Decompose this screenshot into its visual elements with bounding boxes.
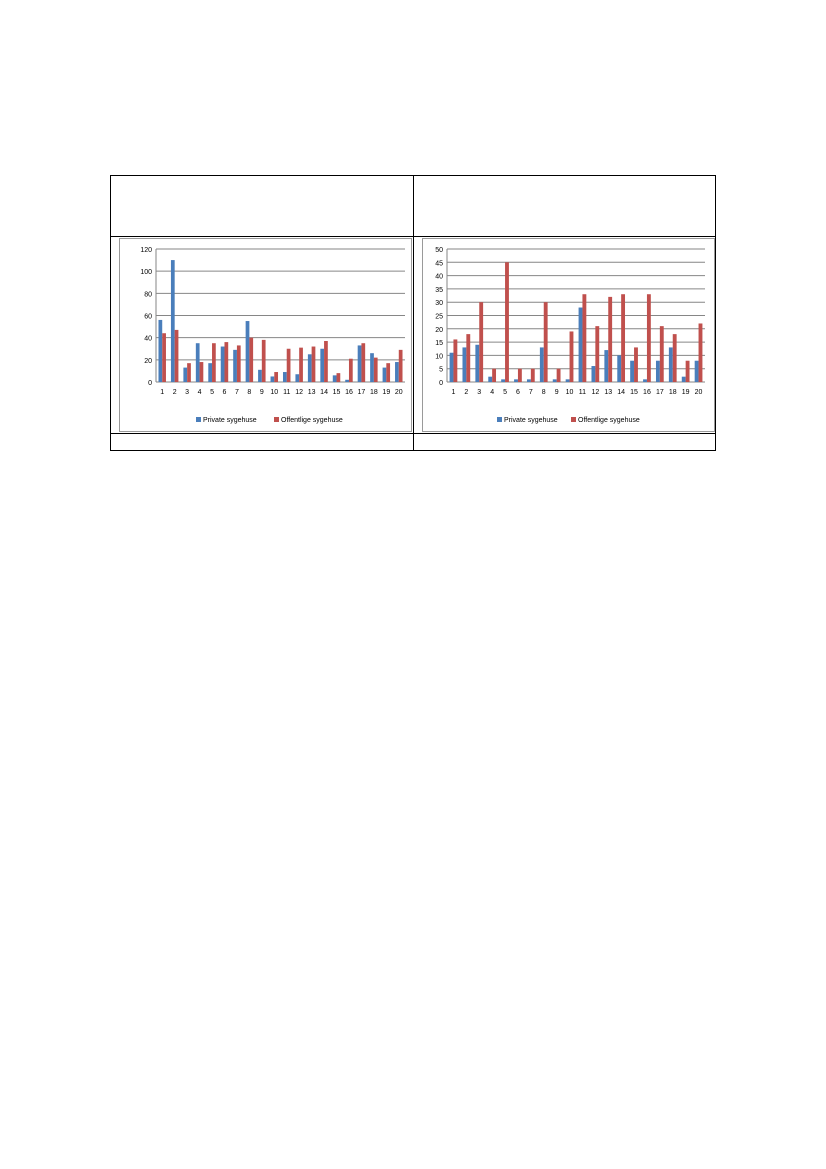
bar-offentlige-16 (647, 294, 651, 382)
table-divider-bottom (111, 433, 715, 434)
bar-private-20 (695, 361, 699, 382)
y-tick-label: 10 (435, 353, 443, 361)
x-tick-label: 3 (477, 389, 482, 396)
bar-private-14 (320, 349, 324, 382)
bar-offentlige-4 (200, 362, 204, 382)
x-tick-label: 20 (394, 389, 403, 396)
bar-offentlige-9 (557, 369, 561, 382)
y-tick-label: 15 (435, 340, 443, 348)
bar-offentlige-19 (386, 363, 390, 382)
y-tick-label: 25 (435, 313, 443, 321)
bar-offentlige-2 (175, 330, 179, 382)
x-tick-label: 6 (515, 389, 520, 396)
x-tick-label: 9 (259, 389, 264, 396)
bar-offentlige-13 (312, 347, 316, 382)
x-tick-label: 8 (541, 389, 546, 396)
bar-offentlige-2 (466, 334, 470, 382)
bar-offentlige-15 (337, 373, 341, 382)
bar-offentlige-20 (399, 350, 403, 382)
bar-private-5 (501, 379, 505, 382)
bar-private-18 (370, 353, 374, 382)
bar-private-11 (579, 308, 583, 382)
y-tick-label: 60 (144, 313, 152, 321)
bar-private-16 (345, 380, 349, 382)
bar-offentlige-18 (374, 358, 378, 382)
bar-private-8 (540, 347, 544, 382)
bar-private-1 (450, 353, 454, 382)
bar-offentlige-10 (570, 331, 574, 382)
bar-offentlige-20 (699, 323, 703, 382)
bar-offentlige-9 (262, 340, 266, 382)
bar-offentlige-1 (162, 333, 166, 382)
x-tick-label: 3 (185, 389, 190, 396)
y-tick-label: 30 (435, 300, 443, 308)
x-tick-label: 16 (345, 389, 353, 396)
bar-offentlige-1 (453, 339, 457, 382)
bar-offentlige-13 (608, 297, 612, 382)
y-tick-label: 40 (435, 273, 443, 281)
bar-private-4 (488, 377, 492, 382)
x-tick-label: 13 (604, 389, 613, 396)
bar-private-13 (604, 350, 608, 382)
bar-offentlige-7 (531, 369, 535, 382)
bar-offentlige-3 (479, 302, 483, 382)
x-tick-label: 17 (655, 389, 664, 396)
bar-private-12 (295, 374, 299, 382)
x-tick-label: 19 (382, 389, 391, 396)
legend-label-offentlige: Offentlige sygehuse (578, 417, 640, 424)
x-tick-label: 12 (591, 389, 600, 396)
legend-swatch-private (497, 417, 502, 422)
bar-private-10 (271, 376, 275, 382)
legend-swatch-offentlige (274, 417, 279, 422)
bar-offentlige-18 (673, 334, 677, 382)
bar-private-19 (383, 368, 387, 382)
y-tick-label: 50 (435, 247, 443, 254)
bar-private-15 (630, 361, 634, 382)
right-header-cell (414, 176, 715, 236)
bar-offentlige-5 (212, 343, 216, 382)
bar-private-9 (553, 379, 557, 382)
bar-offentlige-6 (224, 342, 228, 382)
bar-private-7 (527, 379, 531, 382)
x-tick-label: 6 (222, 389, 227, 396)
x-tick-label: 4 (197, 389, 202, 396)
y-tick-label: 20 (144, 357, 152, 365)
legend-swatch-private (196, 417, 201, 422)
x-tick-label: 13 (307, 389, 316, 396)
y-tick-label: 45 (435, 260, 443, 268)
bar-offentlige-15 (634, 347, 638, 382)
bar-private-6 (221, 347, 225, 382)
bar-offentlige-14 (621, 294, 625, 382)
x-tick-label: 10 (270, 389, 279, 396)
x-tick-label: 5 (503, 389, 508, 396)
bar-private-15 (333, 375, 337, 382)
bar-private-3 (183, 368, 187, 382)
bar-private-20 (395, 362, 399, 382)
bar-private-10 (566, 379, 570, 382)
y-tick-label: 0 (148, 380, 152, 387)
x-tick-label: 14 (617, 389, 626, 396)
x-tick-label: 7 (234, 389, 239, 396)
bar-private-4 (196, 343, 200, 382)
bar-private-17 (656, 361, 660, 382)
x-tick-label: 11 (283, 389, 291, 396)
x-tick-label: 19 (681, 389, 690, 396)
bar-private-3 (475, 345, 479, 382)
bar-private-19 (682, 377, 686, 382)
bar-private-6 (514, 379, 518, 382)
x-tick-label: 2 (464, 389, 469, 396)
bar-private-2 (462, 347, 466, 382)
x-tick-label: 11 (578, 389, 587, 396)
bar-offentlige-10 (274, 372, 278, 382)
x-tick-label: 17 (357, 389, 366, 396)
y-tick-label: 5 (439, 366, 443, 374)
y-tick-label: 40 (144, 335, 152, 343)
table-divider-top (111, 236, 715, 237)
x-tick-label: 14 (320, 389, 328, 396)
bar-private-18 (669, 347, 673, 382)
chart-right-svg (423, 239, 714, 431)
x-tick-label: 18 (369, 389, 378, 396)
y-tick-label: 0 (439, 380, 443, 387)
bar-private-14 (617, 355, 621, 382)
bar-private-16 (643, 379, 647, 382)
bar-private-9 (258, 370, 262, 382)
bar-offentlige-8 (544, 302, 548, 382)
y-tick-label: 120 (140, 247, 152, 254)
legend-label-private: Private sygehuse (504, 417, 558, 424)
left-header-cell (111, 176, 413, 236)
legend-label-private: Private sygehuse (203, 417, 257, 424)
bar-offentlige-17 (660, 326, 664, 382)
bar-offentlige-3 (187, 363, 191, 382)
x-tick-label: 5 (210, 389, 214, 396)
bar-offentlige-8 (249, 338, 253, 382)
bar-offentlige-12 (595, 326, 599, 382)
bar-private-11 (283, 372, 287, 382)
x-tick-label: 18 (668, 389, 677, 396)
legend-label-offentlige: Offentlige sygehuse (281, 417, 343, 424)
chart-left-svg (120, 239, 411, 431)
bar-offentlige-16 (349, 359, 353, 382)
bar-offentlige-7 (237, 345, 241, 382)
bar-offentlige-14 (324, 341, 328, 382)
x-tick-label: 12 (295, 389, 304, 396)
x-tick-label: 16 (643, 389, 651, 396)
x-tick-label: 4 (490, 389, 495, 396)
bar-private-1 (158, 320, 162, 382)
chart-right (422, 238, 715, 432)
x-tick-label: 7 (528, 389, 533, 396)
bar-offentlige-17 (361, 343, 365, 382)
x-tick-label: 9 (554, 389, 559, 396)
bar-private-7 (233, 350, 237, 382)
bar-private-12 (591, 366, 595, 382)
bar-private-2 (171, 260, 175, 382)
bar-offentlige-4 (492, 369, 496, 382)
chart-left (119, 238, 412, 432)
bar-offentlige-11 (287, 349, 291, 382)
y-tick-label: 100 (140, 269, 152, 277)
bar-offentlige-12 (299, 348, 303, 382)
legend-swatch-offentlige (571, 417, 576, 422)
bar-private-17 (358, 345, 362, 382)
y-tick-label: 80 (144, 291, 152, 299)
bar-offentlige-6 (518, 369, 522, 382)
x-tick-label: 15 (630, 389, 638, 396)
figure-table (110, 175, 716, 451)
x-tick-label: 15 (332, 389, 341, 396)
bar-private-13 (308, 354, 312, 382)
y-tick-label: 20 (435, 326, 443, 334)
bar-offentlige-19 (686, 361, 690, 382)
bar-offentlige-5 (505, 262, 509, 382)
bar-offentlige-11 (582, 294, 586, 382)
x-tick-label: 1 (160, 389, 165, 396)
x-tick-label: 20 (694, 389, 703, 396)
x-tick-label: 2 (172, 389, 177, 396)
bar-private-8 (246, 321, 250, 382)
bar-private-5 (208, 363, 212, 382)
x-tick-label: 8 (247, 389, 252, 396)
x-tick-label: 10 (565, 389, 574, 396)
x-tick-label: 1 (451, 389, 456, 396)
y-tick-label: 35 (435, 286, 443, 294)
